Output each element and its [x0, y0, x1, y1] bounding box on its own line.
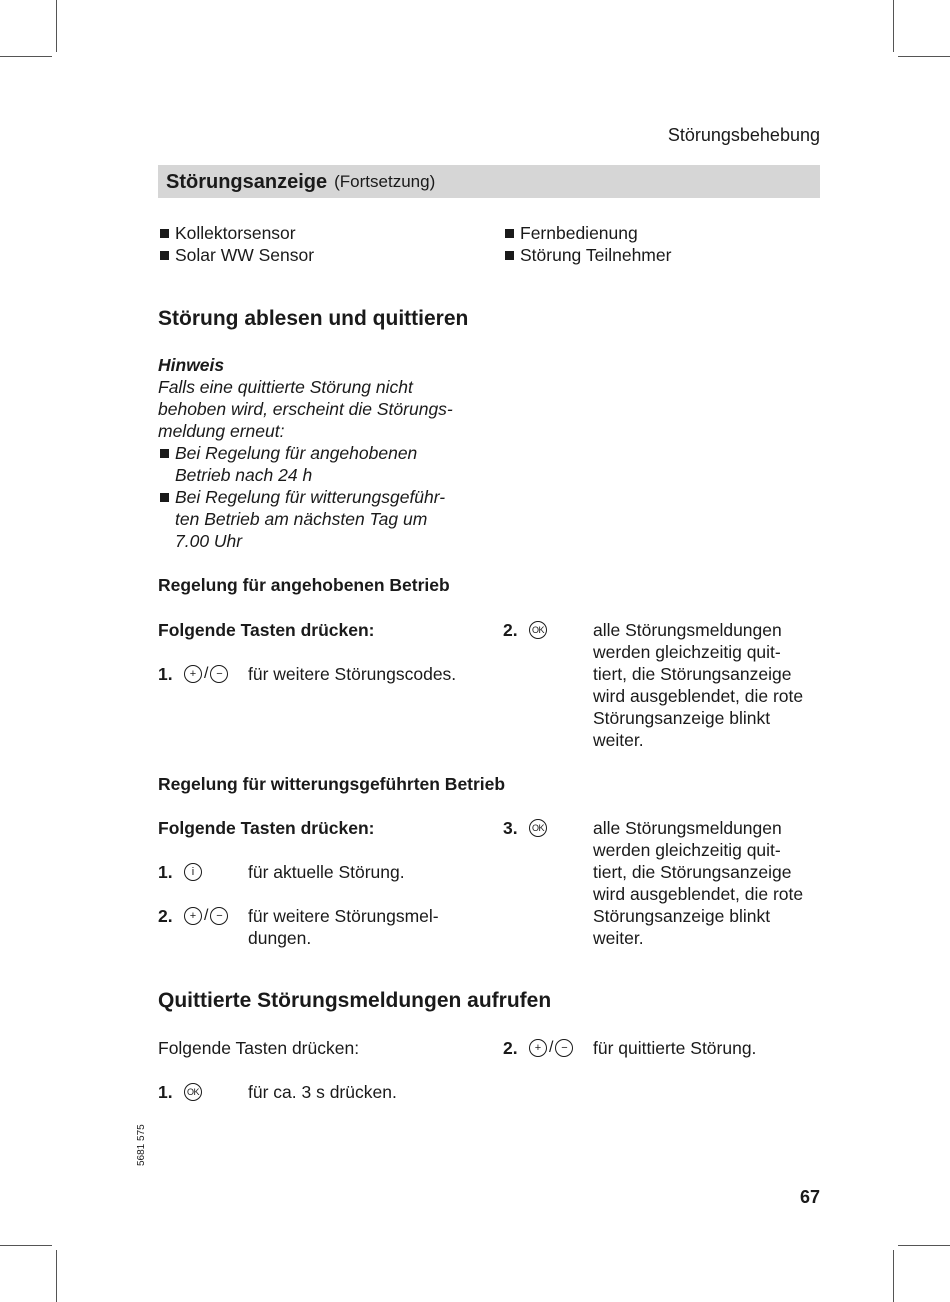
list-item: Solar WW Sensor — [158, 244, 314, 266]
square-bullet-icon — [160, 449, 169, 458]
minus-key-icon: − — [210, 665, 228, 683]
note-title: Hinweis — [158, 355, 225, 375]
note-box — [158, 354, 488, 552]
square-bullet-icon — [160, 251, 169, 260]
crop-mark — [893, 0, 894, 52]
subheading-raised-operation: Regelung für angehobenen Betrieb — [158, 575, 450, 595]
press-keys-label: Folgende Tasten drücken: — [158, 1038, 360, 1058]
crop-mark — [893, 1250, 894, 1302]
crop-mark — [0, 56, 52, 57]
list-item: Kollektorsensor — [158, 222, 314, 244]
ok-key-icon: OK — [529, 819, 547, 837]
heading-acknowledged-messages: Quittierte Störungsmeldungen aufrufen — [158, 989, 552, 1012]
square-bullet-icon — [160, 493, 169, 502]
ok-key-icon: OK — [184, 1083, 202, 1101]
minus-key-icon: − — [555, 1039, 573, 1057]
note-item: Bei Regelung für witterungsgeführ- ten Betrieb am nächsten Tag um 7.00 Uhr — [158, 486, 488, 552]
running-head: Störungsbehebung — [667, 125, 820, 145]
step-c2: 2. + / − für quittierte Störung. — [503, 1038, 757, 1058]
subheading-weather-operation: Regelung für witterungsgeführten Betrieb — [158, 774, 506, 794]
step-b2: 2. + / − für weitere Störungsmel- dungen. — [158, 906, 439, 948]
note-item: Bei Regelung für angehobenen Betrieb nach 24 h — [158, 442, 488, 486]
heading-read-acknowledge: Störung ablesen und quittieren — [158, 307, 469, 330]
crop-mark — [56, 0, 57, 52]
step-b1: 1. i für aktuelle Störung. — [158, 862, 405, 882]
crop-mark — [898, 1245, 950, 1246]
plus-key-icon: + — [184, 665, 202, 683]
section-title: Störungsanzeige — [166, 170, 328, 193]
step-b3: 3. OK alle Störungsmeldungen werden gleichzeitig quit- tiert, die Störungsanzeige wird ausgeblendet, die rote Störungsanzeige blinkt weiter. — [503, 818, 804, 948]
step-c1: 1. OK für ca. 3 s drücken. — [158, 1082, 397, 1102]
document-number: 5681 575 — [136, 1124, 147, 1166]
minus-key-icon: − — [210, 907, 228, 925]
page-number: 67 — [799, 1187, 820, 1207]
plus-key-icon: + — [184, 907, 202, 925]
plus-key-icon: + — [529, 1039, 547, 1057]
crop-mark — [56, 1250, 57, 1302]
press-keys-label: Folgende Tasten drücken: — [158, 818, 375, 838]
square-bullet-icon — [505, 229, 514, 238]
crop-mark — [0, 1245, 52, 1246]
note-line: meldung erneut: — [158, 421, 285, 441]
info-key-icon: i — [184, 863, 202, 881]
section-title-bar — [158, 165, 820, 198]
sensor-list-left — [158, 222, 314, 266]
ok-key-icon: OK — [529, 621, 547, 639]
crop-mark — [898, 56, 950, 57]
list-item: Störung Teilnehmer — [503, 244, 671, 266]
sensor-list-right — [503, 222, 671, 266]
step-a2: 2. OK alle Störungsmeldungen werden gleichzeitig quit- tiert, die Störungsanzeige wird ausgeblendet, die rote Störungsanzeige blinkt weiter. — [503, 620, 804, 750]
press-keys-label: Folgende Tasten drücken: — [158, 620, 375, 640]
note-line: Falls eine quittierte Störung nicht — [158, 377, 413, 397]
note-line: behoben wird, erscheint die Störungs- — [158, 399, 453, 419]
square-bullet-icon — [505, 251, 514, 260]
section-subtitle: (Fortsetzung) — [334, 171, 436, 191]
step-a1: 1. + / − für weitere Störungscodes. — [158, 664, 457, 684]
list-item: Fernbedienung — [503, 222, 671, 244]
square-bullet-icon — [160, 229, 169, 238]
